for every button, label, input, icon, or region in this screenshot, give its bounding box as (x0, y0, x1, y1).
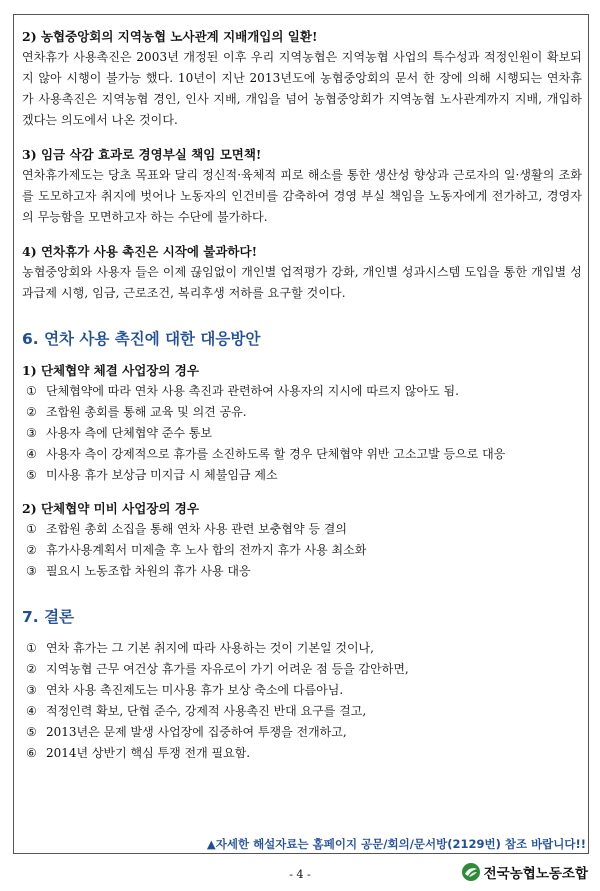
sub-heading: 4) 연차휴가 사용 촉진은 시작에 불과하다! (22, 244, 258, 259)
numbered-list (22, 638, 582, 764)
union-emblem-icon (461, 862, 481, 882)
list-item: ③ 필요시 노동조합 차원의 휴가 사용 대응 (26, 564, 251, 578)
sub-heading: 1) 단체협약 체결 사업장의 경우 (22, 363, 199, 378)
numbered-list (22, 519, 582, 582)
section-7 (22, 606, 582, 764)
section5-item-4 (22, 243, 582, 304)
union-logo (461, 862, 588, 882)
homepage-reference-note: ▲자세한 해설자료는 홈페이지 공문/회의/문서방(2129번) 참조 바랍니다!! (206, 837, 586, 851)
page-number: - 4 - (289, 868, 311, 881)
section-title: 6. 연차 사용 촉진에 대한 대응방안 (22, 330, 261, 348)
list-item: ⑤ 미사용 휴가 보상금 미지급 시 체불임금 제소 (26, 468, 278, 482)
list-item: ① 조합원 총회 소집을 통해 연차 사용 관련 보충협약 등 결의 (26, 522, 347, 536)
list-item: ④ 적정인력 확보, 단협 준수, 강제적 사용촉진 반대 요구를 걸고, (26, 704, 367, 718)
paragraph: 농협중앙회와 사용자 들은 이제 끊임없이 개인별 업적평가 강화, 개인별 성과시스템 도입을 통한 개입별 성과급제 시행, 임금, 근로조건, 복리후생 저하를 요구할 것이다. (22, 265, 582, 300)
paragraph: 연차휴가 사용촉진은 2003년 개정된 이후 우리 지역농협은 지역농협 사업의 특수성과 적정인원이 확보되지 않아 시행이 불가능 했다. 10년이 지난 2013년도에 농협중앙회의 문서 한 장에 의해 시행되는 연차휴가 사용촉진은 지역농협 경인, 인사 지배, 개입을 넘어 농협중앙회가 지역농협 노사관계까지 지배, 개입하겠다는 의도에서 나온 것이다. (22, 50, 582, 127)
list-item: ② 지역농협 근무 여건상 휴가를 자유로이 가기 어려운 점 등을 감안하면, (26, 662, 409, 676)
list-item: ② 휴가사용계획서 미제출 후 노사 합의 전까지 휴가 사용 최소화 (26, 543, 367, 557)
list-item: ④ 사용자 측이 강제적으로 휴가를 소진하도록 할 경우 단체협약 위반 고소고발 등으로 대응 (26, 447, 506, 461)
list-item: ③ 사용자 측에 단체협약 준수 통보 (26, 426, 212, 440)
list-item: ③ 연차 사용 촉진제도는 미사용 휴가 보상 축소에 다름아님. (26, 683, 344, 697)
document-body (22, 28, 582, 764)
list-item: ⑤ 2013년은 문제 발생 사업장에 집중하여 투쟁을 전개하고, (26, 725, 347, 739)
section-title: 7. 결론 (22, 608, 75, 626)
section-6 (22, 328, 582, 582)
list-item: ① 연차 휴가는 그 기본 취지에 따라 사용하는 것이 기본일 것이나, (26, 641, 374, 655)
sub-heading: 2) 단체협약 미비 사업장의 경우 (22, 501, 199, 516)
numbered-list (22, 381, 582, 486)
list-item: ② 조합원 총회를 통해 교육 및 의견 공유. (26, 405, 247, 419)
sub-heading: 3) 임금 삭감 효과로 경영부실 책임 모면책! (22, 147, 262, 162)
list-item: ⑥ 2014년 상반기 핵심 투쟁 전개 필요함. (26, 746, 251, 760)
list-item: ① 단체협약에 따라 연차 사용 촉진과 관련하여 사용자의 지시에 따르지 않아도 됨. (26, 384, 459, 398)
section5-item-2 (22, 28, 582, 131)
union-name: 전국농협노동조합 (483, 866, 588, 882)
sub-heading: 2) 농협중앙회의 지역농협 노사관계 지배개입의 일환! (22, 29, 318, 44)
paragraph: 연차휴가제도는 당초 목표와 달리 정신적·육체적 피로 해소를 통한 생산성 향상과 근로자의 일·생활의 조화를 도모하고자 취지에 벗어나 노동자의 인건비를 감축하여 경영 부실 책임을 노동자에게 전가하고, 경영자의 무능함을 모면하고자 하는 수단에 불가하다. (22, 168, 582, 224)
section5-item-3 (22, 146, 582, 228)
